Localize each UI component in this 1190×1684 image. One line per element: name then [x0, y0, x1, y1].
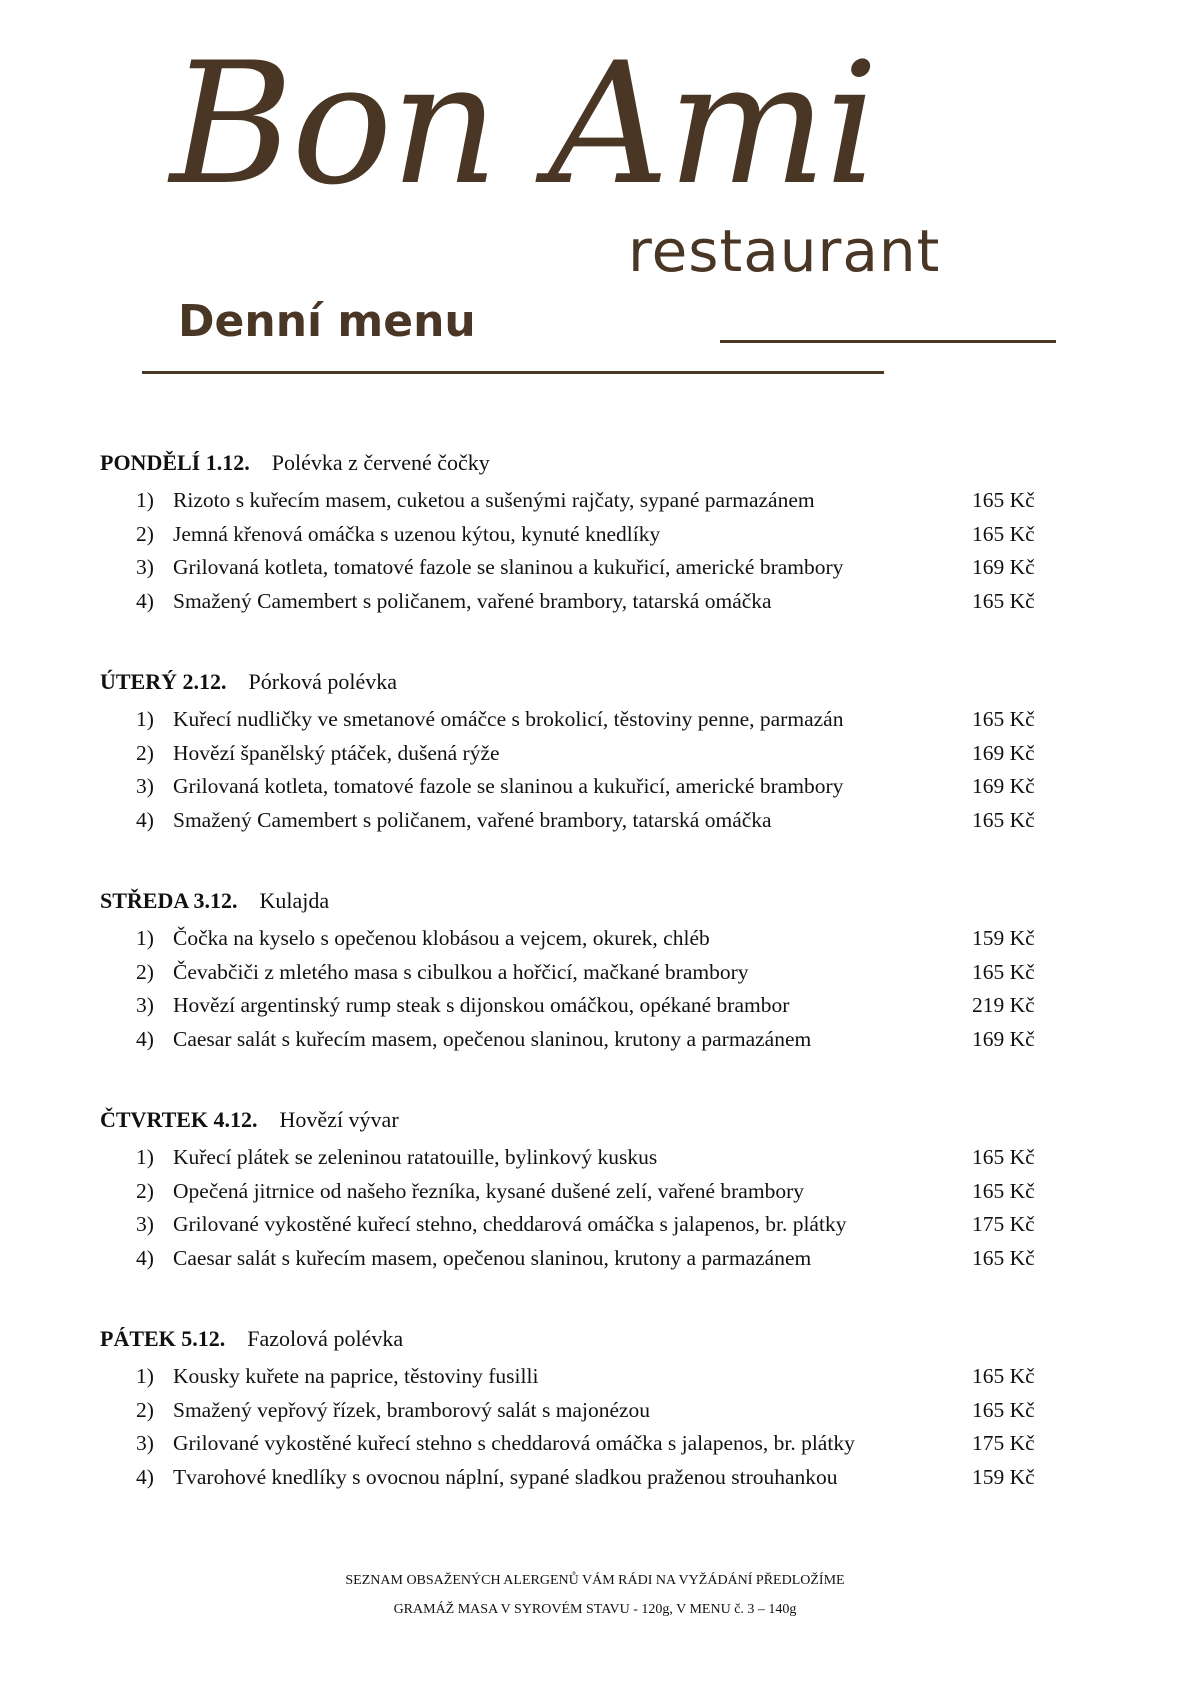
dish-number: 2): [136, 740, 154, 765]
menu-days: [100, 442, 1080, 1537]
dish-number: 4): [136, 1245, 154, 1270]
dish-row: [100, 1175, 1080, 1209]
dish-price: 165 Kč: [972, 1245, 1035, 1270]
dish-text: Grilované vykostěné kuřecí stehno s cheddarová omáčka s jalapenos, br. plátky: [173, 1431, 855, 1455]
dish-number: 4): [136, 1464, 154, 1489]
dish-row: [100, 585, 1080, 619]
dish-number: 2): [136, 1178, 154, 1203]
dish-row: [100, 1023, 1080, 1057]
dish-row: [100, 1427, 1080, 1461]
dish-row: [100, 1360, 1080, 1394]
day-soup: Hovězí vývar: [279, 1107, 399, 1132]
dish-price: 165 Kč: [972, 521, 1035, 546]
logo-subtitle: restaurant: [628, 217, 941, 285]
dish-price: 165 Kč: [972, 1178, 1035, 1203]
dish-row: [100, 551, 1080, 585]
dish-row: [100, 922, 1080, 956]
dish-row: [100, 1242, 1080, 1276]
page-title: Denní menu: [178, 296, 476, 347]
footer-notes: [0, 1566, 1190, 1624]
dish-row: [100, 1461, 1080, 1495]
dish-number: 1): [136, 707, 154, 731]
dish-number: 1): [136, 1364, 154, 1388]
dish-text: Opečená jitrnice od našeho řezníka, kysané dušené zelí, vařené brambory: [173, 1178, 804, 1203]
dish-text: Tvarohové knedlíky s ovocnou náplní, sypané sladkou praženou strouhankou: [173, 1464, 838, 1489]
dish-row: [100, 804, 1080, 838]
dish-row: [100, 1394, 1080, 1428]
allergen-note: SEZNAM OBSAŽENÝCH ALERGENŮ VÁM RÁDI NA VYŽÁDÁNÍ PŘEDLOŽÍME: [345, 1573, 845, 1588]
dish-text: Čevabčiči z mletého masa s cibulkou a hořčicí, mačkané brambory: [173, 959, 749, 984]
dish-number: 4): [136, 807, 154, 832]
dish-price: 159 Kč: [972, 1464, 1035, 1489]
day-header: [100, 1318, 1080, 1360]
dish-text: Kousky kuřete na paprice, těstoviny fusilli: [173, 1364, 539, 1388]
dish-text: Čočka na kyselo s opečenou klobásou a vejcem, okurek, chléb: [173, 926, 710, 950]
day-header: [100, 661, 1080, 703]
dish-number: 3): [136, 993, 154, 1017]
day-section: [100, 1318, 1080, 1537]
day-header: [100, 1099, 1080, 1141]
dish-number: 2): [136, 1397, 154, 1422]
day-name: PÁTEK 5.12.: [100, 1326, 226, 1351]
day-section: [100, 880, 1080, 1099]
dish-price: 165 Kč: [972, 707, 1035, 731]
dish-price: 219 Kč: [972, 993, 1035, 1017]
dish-number: 1): [136, 488, 154, 512]
dish-text: Caesar salát s kuřecím masem, opečenou slaninou, krutony a parmazánem: [173, 1245, 812, 1270]
dish-number: 1): [136, 1145, 154, 1169]
day-section: [100, 1099, 1080, 1318]
dish-price: 165 Kč: [972, 1145, 1035, 1169]
dish-text: Smažený Camembert s poličanem, vařené brambory, tatarská omáčka: [173, 807, 772, 832]
divider-left: [142, 371, 884, 374]
dish-number: 4): [136, 1026, 154, 1051]
dish-text: Grilované vykostěné kuřecí stehno, cheddarová omáčka s jalapenos, br. plátky: [173, 1212, 847, 1236]
dish-text: Rizoto s kuřecím masem, cuketou a sušenými rajčaty, sypané parmazánem: [173, 488, 815, 512]
dish-price: 175 Kč: [972, 1212, 1035, 1236]
day-section: [100, 661, 1080, 880]
dish-row: [100, 737, 1080, 771]
day-name: PONDĚLÍ 1.12.: [100, 450, 250, 475]
day-name: STŘEDA 3.12.: [100, 888, 238, 913]
logo-script: Bon Ami: [170, 26, 877, 222]
dish-price: 165 Kč: [972, 1364, 1035, 1388]
day-name: ÚTERÝ 2.12.: [100, 669, 227, 694]
dish-text: Caesar salát s kuřecím masem, opečenou slaninou, krutony a parmazánem: [173, 1026, 812, 1051]
day-section: [100, 442, 1080, 661]
dish-price: 165 Kč: [972, 807, 1035, 832]
dish-price: 165 Kč: [972, 488, 1035, 512]
dish-price: 165 Kč: [972, 588, 1035, 613]
day-soup: Kulajda: [259, 888, 330, 913]
dish-number: 1): [136, 926, 154, 950]
dish-number: 3): [136, 1431, 154, 1455]
dish-price: 169 Kč: [972, 774, 1035, 798]
dish-text: Smažený Camembert s poličanem, vařené brambory, tatarská omáčka: [173, 588, 772, 613]
dish-row: [100, 518, 1080, 552]
day-name: ČTVRTEK 4.12.: [100, 1107, 258, 1132]
meat-weight-note: GRAMÁŽ MASA V SYROVÉM STAVU - 120g, V MENU č. 3 – 140g: [393, 1602, 797, 1617]
dish-number: 2): [136, 959, 154, 984]
dish-text: Jemná křenová omáčka s uzenou kýtou, kynuté knedlíky: [173, 521, 661, 546]
dish-row: [100, 703, 1080, 737]
day-header: [100, 442, 1080, 484]
dish-number: 3): [136, 774, 154, 798]
dish-price: 169 Kč: [972, 1026, 1035, 1051]
dish-text: Hovězí argentinský rump steak s dijonskou omáčkou, opékané brambor: [173, 993, 790, 1017]
day-soup: Fazolová polévka: [247, 1326, 404, 1351]
dish-price: 175 Kč: [972, 1431, 1035, 1455]
day-soup: Polévka z červené čočky: [271, 450, 490, 475]
dish-text: Grilovaná kotleta, tomatové fazole se slaninou a kukuřicí, americké brambory: [173, 555, 844, 579]
dish-row: [100, 1141, 1080, 1175]
dish-number: 3): [136, 1212, 154, 1236]
dish-number: 4): [136, 588, 154, 613]
dish-price: 159 Kč: [972, 926, 1035, 950]
day-soup: Pórková polévka: [248, 669, 397, 694]
dish-price: 169 Kč: [972, 555, 1035, 579]
dish-text: Grilovaná kotleta, tomatové fazole se slaninou a kukuřicí, americké brambory: [173, 774, 844, 798]
dish-price: 169 Kč: [972, 740, 1035, 765]
dish-text: Hovězí španělský ptáček, dušená rýže: [173, 740, 500, 765]
dish-text: Kuřecí nudličky ve smetanové omáčce s brokolicí, těstoviny penne, parmazán: [173, 707, 844, 731]
dish-number: 2): [136, 521, 154, 546]
dish-text: Smažený vepřový řízek, bramborový salát s majonézou: [173, 1397, 651, 1422]
dish-row: [100, 989, 1080, 1023]
dish-number: 3): [136, 555, 154, 579]
dish-row: [100, 770, 1080, 804]
dish-price: 165 Kč: [972, 1397, 1035, 1422]
dish-text: Kuřecí plátek se zeleninou ratatouille, bylinkový kuskus: [173, 1145, 658, 1169]
day-header: [100, 880, 1080, 922]
dish-price: 165 Kč: [972, 959, 1035, 984]
divider-right: [720, 340, 1056, 343]
dish-row: [100, 1208, 1080, 1242]
dish-row: [100, 956, 1080, 990]
dish-row: [100, 484, 1080, 518]
